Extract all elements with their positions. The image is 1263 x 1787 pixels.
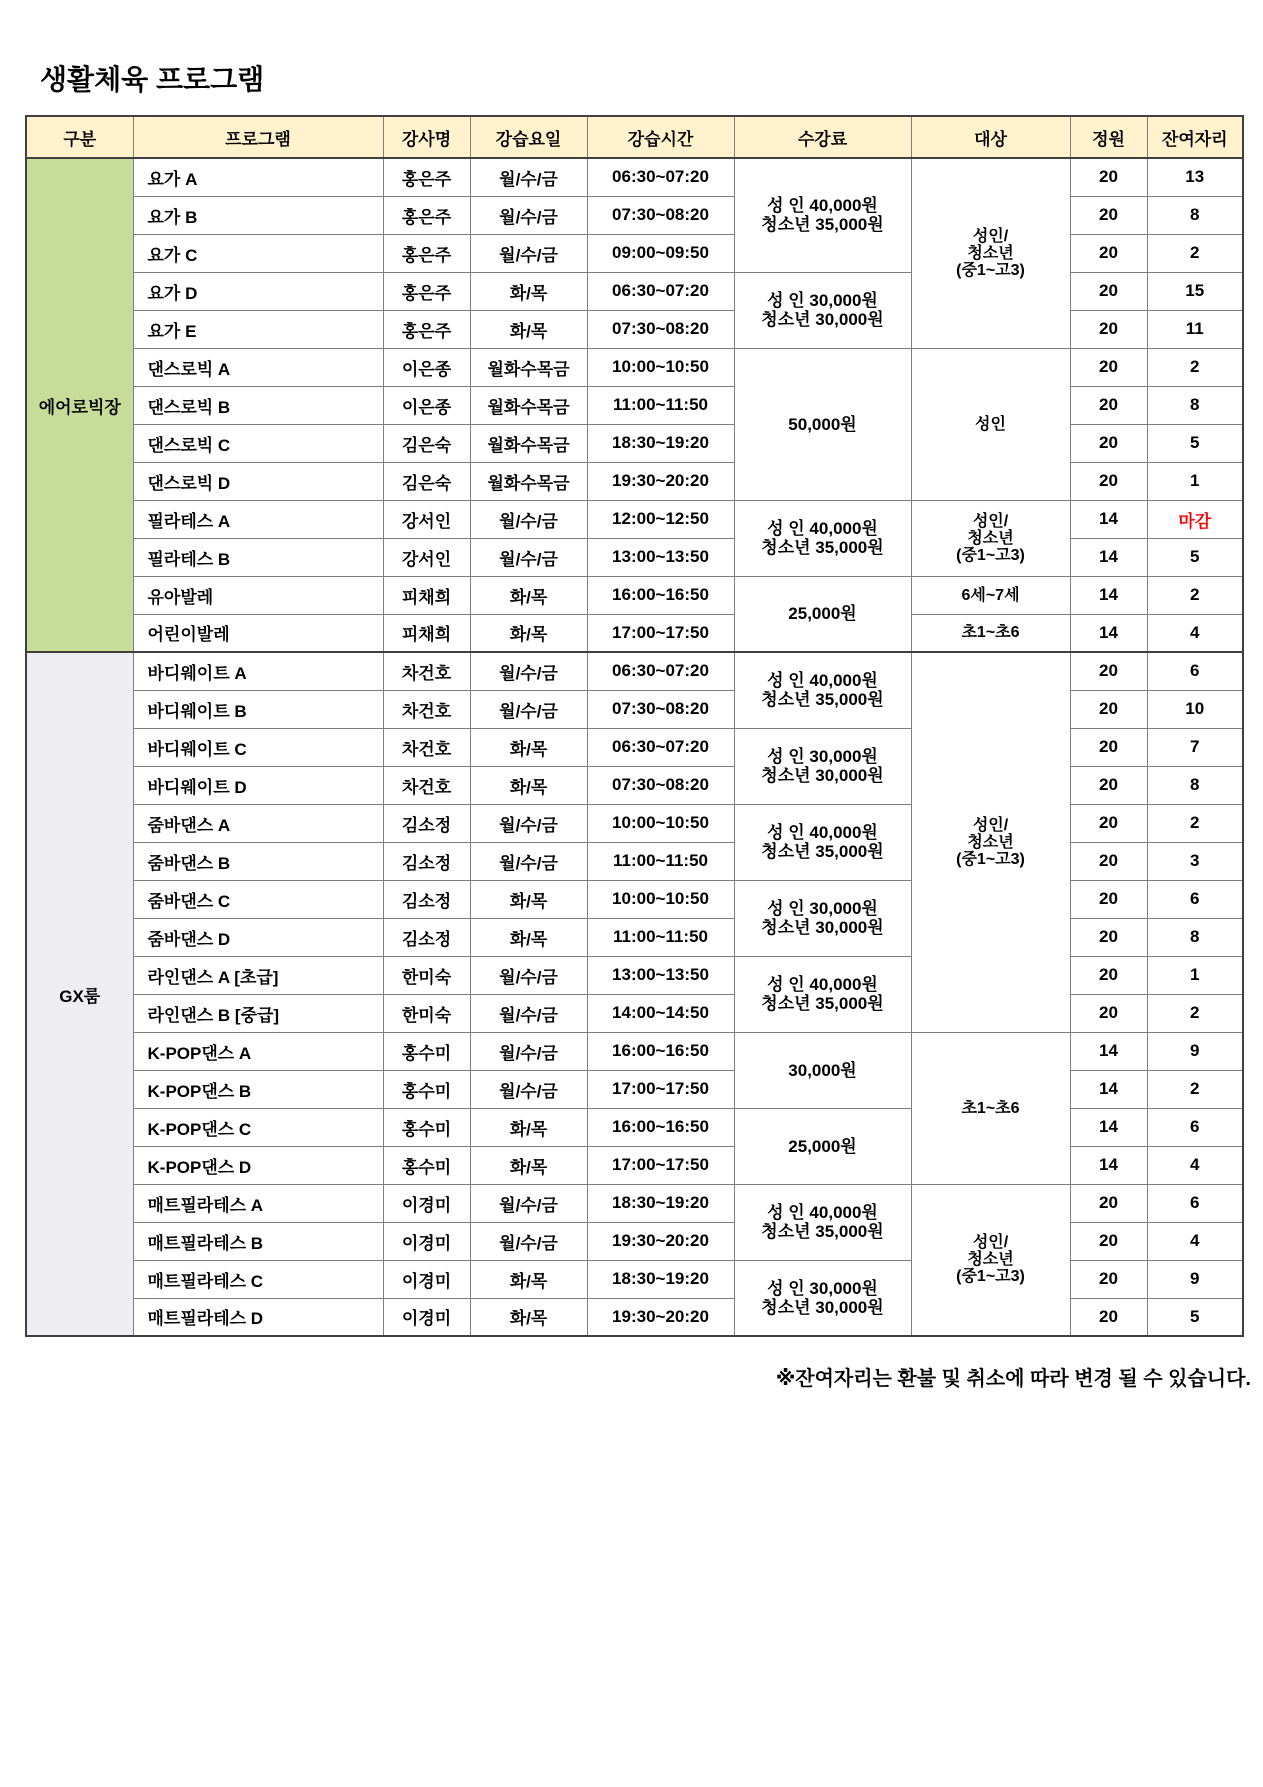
time-cell: 17:00~17:50 bbox=[587, 1070, 734, 1108]
table-row bbox=[26, 614, 1243, 652]
program-cell: 댄스로빅 B bbox=[133, 386, 383, 424]
program-cell: K-POP댄스 A bbox=[133, 1032, 383, 1070]
target-cell-line: 6세~7세 bbox=[961, 586, 1020, 604]
fee-cell-line: 성 인 40,000원 bbox=[767, 975, 878, 994]
remaining-cell: 8 bbox=[1147, 918, 1243, 956]
days-cell: 화/목 bbox=[470, 1108, 587, 1146]
days-cell: 월화수목금 bbox=[470, 386, 587, 424]
target-cell-line: 초1~초6 bbox=[961, 624, 1020, 642]
time-cell: 07:30~08:20 bbox=[587, 196, 734, 234]
program-cell: 매트필라테스 D bbox=[133, 1298, 383, 1336]
program-table-body bbox=[26, 158, 1243, 1336]
program-cell: 유아발레 bbox=[133, 576, 383, 614]
days-cell: 화/목 bbox=[470, 576, 587, 614]
days-cell: 화/목 bbox=[470, 766, 587, 804]
time-cell: 07:30~08:20 bbox=[587, 766, 734, 804]
header-target: 대상 bbox=[911, 116, 1070, 158]
capacity-cell: 20 bbox=[1070, 690, 1147, 728]
instructor-cell: 홍은주 bbox=[383, 196, 470, 234]
capacity-cell: 20 bbox=[1070, 728, 1147, 766]
table-row bbox=[26, 500, 1243, 538]
capacity-cell: 20 bbox=[1070, 918, 1147, 956]
days-cell: 화/목 bbox=[470, 310, 587, 348]
capacity-cell: 14 bbox=[1070, 538, 1147, 576]
program-cell: K-POP댄스 C bbox=[133, 1108, 383, 1146]
fee-cell bbox=[734, 158, 911, 272]
program-cell: 요가 C bbox=[133, 234, 383, 272]
remaining-cell: 4 bbox=[1147, 614, 1243, 652]
days-cell: 월/수/금 bbox=[470, 1184, 587, 1222]
days-cell: 월화수목금 bbox=[470, 424, 587, 462]
time-cell: 07:30~08:20 bbox=[587, 690, 734, 728]
capacity-cell: 20 bbox=[1070, 234, 1147, 272]
time-cell: 18:30~19:20 bbox=[587, 1184, 734, 1222]
time-cell: 06:30~07:20 bbox=[587, 652, 734, 690]
time-cell: 11:00~11:50 bbox=[587, 918, 734, 956]
days-cell: 월/수/금 bbox=[470, 1032, 587, 1070]
instructor-cell: 이경미 bbox=[383, 1184, 470, 1222]
fee-cell bbox=[734, 728, 911, 804]
remaining-cell: 2 bbox=[1147, 348, 1243, 386]
capacity-cell: 20 bbox=[1070, 842, 1147, 880]
instructor-cell: 이경미 bbox=[383, 1222, 470, 1260]
time-cell: 16:00~16:50 bbox=[587, 1032, 734, 1070]
program-cell: 댄스로빅 A bbox=[133, 348, 383, 386]
remaining-cell: 2 bbox=[1147, 234, 1243, 272]
fee-cell-line: 청소년 30,000원 bbox=[761, 918, 884, 937]
fee-cell-line: 성 인 40,000원 bbox=[767, 823, 878, 842]
time-cell: 10:00~10:50 bbox=[587, 804, 734, 842]
instructor-cell: 이은종 bbox=[383, 386, 470, 424]
target-cell bbox=[911, 500, 1070, 576]
days-cell: 화/목 bbox=[470, 1146, 587, 1184]
remaining-cell: 13 bbox=[1147, 158, 1243, 196]
time-cell: 13:00~13:50 bbox=[587, 538, 734, 576]
target-cell-line: 청소년 bbox=[967, 1251, 1014, 1269]
instructor-cell: 차건호 bbox=[383, 766, 470, 804]
remaining-cell: 7 bbox=[1147, 728, 1243, 766]
fee-cell bbox=[734, 1032, 911, 1108]
target-cell bbox=[911, 1184, 1070, 1336]
capacity-cell: 20 bbox=[1070, 196, 1147, 234]
days-cell: 월/수/금 bbox=[470, 652, 587, 690]
remaining-cell: 2 bbox=[1147, 576, 1243, 614]
target-cell-line: 청소년 bbox=[967, 529, 1014, 547]
fee-cell-line: 25,000원 bbox=[788, 1136, 857, 1156]
time-cell: 06:30~07:20 bbox=[587, 272, 734, 310]
time-cell: 06:30~07:20 bbox=[587, 728, 734, 766]
program-cell: 매트필라테스 C bbox=[133, 1260, 383, 1298]
time-cell: 18:30~19:20 bbox=[587, 1260, 734, 1298]
fee-cell-line: 청소년 35,000원 bbox=[761, 690, 884, 710]
capacity-cell: 20 bbox=[1070, 158, 1147, 196]
time-cell: 19:30~20:20 bbox=[587, 1222, 734, 1260]
program-cell: 바디웨이트 C bbox=[133, 728, 383, 766]
capacity-cell: 14 bbox=[1070, 1108, 1147, 1146]
header-instructor: 강사명 bbox=[383, 116, 470, 158]
time-cell: 19:30~20:20 bbox=[587, 462, 734, 500]
remaining-cell: 6 bbox=[1147, 652, 1243, 690]
fee-cell bbox=[734, 956, 911, 1032]
table-row bbox=[26, 158, 1243, 196]
target-cell bbox=[911, 576, 1070, 614]
days-cell: 월화수목금 bbox=[470, 462, 587, 500]
capacity-cell: 20 bbox=[1070, 956, 1147, 994]
instructor-cell: 김은숙 bbox=[383, 424, 470, 462]
header-days: 강습요일 bbox=[470, 116, 587, 158]
time-cell: 10:00~10:50 bbox=[587, 348, 734, 386]
instructor-cell: 김은숙 bbox=[383, 462, 470, 500]
capacity-cell: 20 bbox=[1070, 348, 1147, 386]
fee-cell-line: 30,000원 bbox=[788, 1060, 857, 1080]
days-cell: 화/목 bbox=[470, 614, 587, 652]
program-cell: 줌바댄스 A bbox=[133, 804, 383, 842]
instructor-cell: 이경미 bbox=[383, 1260, 470, 1298]
fee-cell bbox=[734, 500, 911, 576]
program-cell: 어린이발레 bbox=[133, 614, 383, 652]
time-cell: 10:00~10:50 bbox=[587, 880, 734, 918]
instructor-cell: 차건호 bbox=[383, 652, 470, 690]
target-cell-line: (중1~고3) bbox=[956, 546, 1025, 564]
fee-cell-line: 성 인 40,000원 bbox=[767, 196, 878, 216]
capacity-cell: 20 bbox=[1070, 804, 1147, 842]
capacity-cell: 20 bbox=[1070, 462, 1147, 500]
target-cell bbox=[911, 1032, 1070, 1184]
days-cell: 화/목 bbox=[470, 1298, 587, 1336]
capacity-cell: 20 bbox=[1070, 1298, 1147, 1336]
program-cell: K-POP댄스 B bbox=[133, 1070, 383, 1108]
program-cell: 댄스로빅 D bbox=[133, 462, 383, 500]
fee-cell-line: 청소년 35,000원 bbox=[761, 1222, 884, 1241]
target-cell-line: 청소년 bbox=[967, 833, 1014, 851]
instructor-cell: 한미숙 bbox=[383, 994, 470, 1032]
capacity-cell: 20 bbox=[1070, 310, 1147, 348]
time-cell: 18:30~19:20 bbox=[587, 424, 734, 462]
days-cell: 월/수/금 bbox=[470, 158, 587, 196]
program-cell: 라인댄스 A [초급] bbox=[133, 956, 383, 994]
fee-cell bbox=[734, 652, 911, 728]
target-cell-line: 청소년 bbox=[967, 244, 1014, 262]
capacity-cell: 20 bbox=[1070, 994, 1147, 1032]
days-cell: 월/수/금 bbox=[470, 234, 587, 272]
remaining-cell: 1 bbox=[1147, 462, 1243, 500]
remaining-cell: 5 bbox=[1147, 1298, 1243, 1336]
remaining-cell: 1 bbox=[1147, 956, 1243, 994]
capacity-cell: 14 bbox=[1070, 1146, 1147, 1184]
fee-cell-line: 성 인 30,000원 bbox=[767, 1278, 878, 1298]
program-cell: 요가 A bbox=[133, 158, 383, 196]
instructor-cell: 피채희 bbox=[383, 576, 470, 614]
days-cell: 월/수/금 bbox=[470, 804, 587, 842]
instructor-cell: 홍은주 bbox=[383, 310, 470, 348]
instructor-cell: 홍수미 bbox=[383, 1070, 470, 1108]
target-cell-line: 성인/ bbox=[972, 512, 1009, 530]
days-cell: 월/수/금 bbox=[470, 1070, 587, 1108]
instructor-cell: 이은종 bbox=[383, 348, 470, 386]
remaining-cell: 2 bbox=[1147, 1070, 1243, 1108]
fee-cell-line: 청소년 30,000원 bbox=[761, 766, 884, 785]
target-cell-line: 성인 bbox=[975, 415, 1006, 433]
fee-cell-line: 청소년 35,000원 bbox=[761, 994, 884, 1013]
fee-cell bbox=[734, 880, 911, 956]
fee-cell bbox=[734, 1108, 911, 1184]
remaining-cell: 5 bbox=[1147, 424, 1243, 462]
fee-cell bbox=[734, 1260, 911, 1336]
program-cell: 요가 D bbox=[133, 272, 383, 310]
instructor-cell: 김소정 bbox=[383, 918, 470, 956]
target-cell bbox=[911, 348, 1070, 500]
page-title: 생활체육 프로그램 bbox=[40, 64, 265, 95]
fee-cell bbox=[734, 576, 911, 652]
program-cell: 줌바댄스 B bbox=[133, 842, 383, 880]
table-row bbox=[26, 348, 1243, 386]
instructor-cell: 김소정 bbox=[383, 842, 470, 880]
days-cell: 화/목 bbox=[470, 272, 587, 310]
header-category: 구분 bbox=[26, 116, 133, 158]
capacity-cell: 14 bbox=[1070, 614, 1147, 652]
program-cell: 라인댄스 B [중급] bbox=[133, 994, 383, 1032]
fee-cell-line: 청소년 35,000원 bbox=[761, 538, 884, 557]
program-cell: 요가 B bbox=[133, 196, 383, 234]
fee-cell-line: 청소년 35,000원 bbox=[761, 842, 884, 861]
instructor-cell: 김소정 bbox=[383, 804, 470, 842]
days-cell: 화/목 bbox=[470, 880, 587, 918]
remaining-cell: 6 bbox=[1147, 1184, 1243, 1222]
days-cell: 월/수/금 bbox=[470, 842, 587, 880]
program-cell: 바디웨이트 A bbox=[133, 652, 383, 690]
remaining-cell: 6 bbox=[1147, 880, 1243, 918]
header-capacity: 정원 bbox=[1070, 116, 1147, 158]
fee-cell bbox=[734, 272, 911, 348]
time-cell: 17:00~17:50 bbox=[587, 1146, 734, 1184]
fee-cell-line: 성 인 40,000원 bbox=[767, 1203, 878, 1222]
remaining-cell: 2 bbox=[1147, 994, 1243, 1032]
days-cell: 월화수목금 bbox=[470, 348, 587, 386]
header-fee: 수강료 bbox=[734, 116, 911, 158]
category-cell: GX룸 bbox=[26, 652, 133, 1336]
capacity-cell: 20 bbox=[1070, 272, 1147, 310]
capacity-cell: 20 bbox=[1070, 424, 1147, 462]
instructor-cell: 피채희 bbox=[383, 614, 470, 652]
remaining-cell: 6 bbox=[1147, 1108, 1243, 1146]
capacity-cell: 20 bbox=[1070, 766, 1147, 804]
days-cell: 월/수/금 bbox=[470, 994, 587, 1032]
capacity-cell: 20 bbox=[1070, 1260, 1147, 1298]
days-cell: 월/수/금 bbox=[470, 1222, 587, 1260]
instructor-cell: 홍은주 bbox=[383, 158, 470, 196]
fee-cell-line: 청소년 30,000원 bbox=[761, 310, 884, 329]
remaining-cell: 4 bbox=[1147, 1146, 1243, 1184]
fee-cell-line: 성 인 30,000원 bbox=[767, 747, 878, 766]
capacity-cell: 14 bbox=[1070, 1032, 1147, 1070]
table-row bbox=[26, 652, 1243, 690]
program-cell: 필라테스 B bbox=[133, 538, 383, 576]
remaining-cell: 8 bbox=[1147, 386, 1243, 424]
fee-cell-line: 50,000원 bbox=[788, 414, 857, 434]
remaining-cell: 마감 bbox=[1147, 500, 1243, 538]
time-cell: 16:00~16:50 bbox=[587, 576, 734, 614]
days-cell: 월/수/금 bbox=[470, 690, 587, 728]
remaining-cell: 4 bbox=[1147, 1222, 1243, 1260]
capacity-cell: 20 bbox=[1070, 652, 1147, 690]
remaining-cell: 8 bbox=[1147, 766, 1243, 804]
instructor-cell: 홍수미 bbox=[383, 1108, 470, 1146]
instructor-cell: 홍은주 bbox=[383, 234, 470, 272]
instructor-cell: 강서인 bbox=[383, 500, 470, 538]
capacity-cell: 20 bbox=[1070, 1222, 1147, 1260]
target-cell-line: 성인/ bbox=[972, 227, 1009, 245]
target-cell-line: 성인/ bbox=[972, 816, 1009, 834]
instructor-cell: 홍은주 bbox=[383, 272, 470, 310]
fee-cell bbox=[734, 1184, 911, 1260]
program-cell: 줌바댄스 C bbox=[133, 880, 383, 918]
category-cell: 에어로빅장 bbox=[26, 158, 133, 652]
fee-cell-line: 성 인 30,000원 bbox=[767, 899, 878, 918]
target-cell-line: (중1~고3) bbox=[956, 261, 1025, 279]
remaining-cell: 5 bbox=[1147, 538, 1243, 576]
days-cell: 화/목 bbox=[470, 1260, 587, 1298]
time-cell: 19:30~20:20 bbox=[587, 1298, 734, 1336]
remaining-cell: 10 bbox=[1147, 690, 1243, 728]
program-cell: 댄스로빅 C bbox=[133, 424, 383, 462]
days-cell: 월/수/금 bbox=[470, 956, 587, 994]
fee-cell-line: 성 인 30,000원 bbox=[767, 291, 878, 310]
time-cell: 12:00~12:50 bbox=[587, 500, 734, 538]
capacity-cell: 20 bbox=[1070, 1184, 1147, 1222]
time-cell: 11:00~11:50 bbox=[587, 842, 734, 880]
days-cell: 월/수/금 bbox=[470, 500, 587, 538]
days-cell: 월/수/금 bbox=[470, 196, 587, 234]
footer-note: ※잔여자리는 환불 및 취소에 따라 변경 될 수 있습니다. bbox=[775, 1368, 1251, 1390]
days-cell: 월/수/금 bbox=[470, 538, 587, 576]
time-cell: 07:30~08:20 bbox=[587, 310, 734, 348]
time-cell: 17:00~17:50 bbox=[587, 614, 734, 652]
fee-cell-line: 성 인 40,000원 bbox=[767, 519, 878, 538]
table-row bbox=[26, 576, 1243, 614]
fee-cell bbox=[734, 348, 911, 500]
capacity-cell: 14 bbox=[1070, 500, 1147, 538]
program-cell: 필라테스 A bbox=[133, 500, 383, 538]
instructor-cell: 강서인 bbox=[383, 538, 470, 576]
program-cell: 줌바댄스 D bbox=[133, 918, 383, 956]
target-cell bbox=[911, 614, 1070, 652]
table-row bbox=[26, 1032, 1243, 1070]
time-cell: 14:00~14:50 bbox=[587, 994, 734, 1032]
capacity-cell: 14 bbox=[1070, 1070, 1147, 1108]
target-cell-line: 성인/ bbox=[972, 1234, 1009, 1252]
program-cell: 매트필라테스 B bbox=[133, 1222, 383, 1260]
remaining-cell: 3 bbox=[1147, 842, 1243, 880]
target-cell bbox=[911, 652, 1070, 1032]
capacity-cell: 14 bbox=[1070, 576, 1147, 614]
target-cell-line: (중1~고3) bbox=[956, 1268, 1025, 1286]
time-cell: 09:00~09:50 bbox=[587, 234, 734, 272]
table-header-row bbox=[26, 116, 1243, 158]
fee-cell-line: 성 인 40,000원 bbox=[767, 671, 878, 691]
capacity-cell: 20 bbox=[1070, 386, 1147, 424]
remaining-cell: 2 bbox=[1147, 804, 1243, 842]
program-cell: K-POP댄스 D bbox=[133, 1146, 383, 1184]
instructor-cell: 차건호 bbox=[383, 690, 470, 728]
remaining-cell: 15 bbox=[1147, 272, 1243, 310]
instructor-cell: 홍수미 bbox=[383, 1032, 470, 1070]
header-remaining: 잔여자리 bbox=[1147, 116, 1243, 158]
time-cell: 16:00~16:50 bbox=[587, 1108, 734, 1146]
instructor-cell: 차건호 bbox=[383, 728, 470, 766]
program-cell: 매트필라테스 A bbox=[133, 1184, 383, 1222]
fee-cell-line: 25,000원 bbox=[788, 604, 857, 624]
remaining-cell: 9 bbox=[1147, 1032, 1243, 1070]
instructor-cell: 김소정 bbox=[383, 880, 470, 918]
days-cell: 화/목 bbox=[470, 918, 587, 956]
days-cell: 화/목 bbox=[470, 728, 587, 766]
header-time: 강습시간 bbox=[587, 116, 734, 158]
fee-cell-line: 청소년 30,000원 bbox=[761, 1297, 884, 1317]
time-cell: 13:00~13:50 bbox=[587, 956, 734, 994]
time-cell: 06:30~07:20 bbox=[587, 158, 734, 196]
fee-cell bbox=[734, 804, 911, 880]
target-cell-line: (중1~고3) bbox=[956, 850, 1025, 868]
program-cell: 요가 E bbox=[133, 310, 383, 348]
program-cell: 바디웨이트 D bbox=[133, 766, 383, 804]
capacity-cell: 20 bbox=[1070, 880, 1147, 918]
instructor-cell: 홍수미 bbox=[383, 1146, 470, 1184]
header-program: 프로그램 bbox=[133, 116, 383, 158]
table-row bbox=[26, 1184, 1243, 1222]
target-cell bbox=[911, 158, 1070, 348]
instructor-cell: 이경미 bbox=[383, 1298, 470, 1336]
remaining-cell: 9 bbox=[1147, 1260, 1243, 1298]
time-cell: 11:00~11:50 bbox=[587, 386, 734, 424]
remaining-cell: 11 bbox=[1147, 310, 1243, 348]
program-table bbox=[25, 115, 1244, 1337]
target-cell-line: 초1~초6 bbox=[961, 1099, 1020, 1117]
instructor-cell: 한미숙 bbox=[383, 956, 470, 994]
fee-cell-line: 청소년 35,000원 bbox=[761, 215, 884, 235]
program-cell: 바디웨이트 B bbox=[133, 690, 383, 728]
remaining-cell: 8 bbox=[1147, 196, 1243, 234]
